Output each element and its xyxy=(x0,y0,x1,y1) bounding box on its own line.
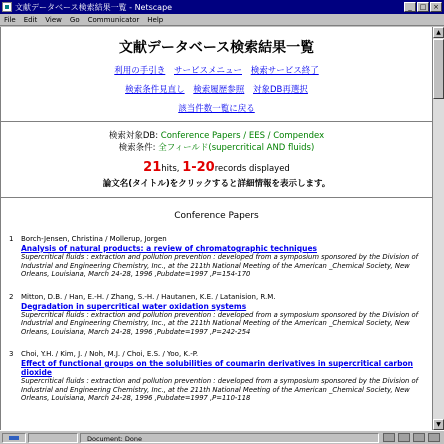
back-to-counts-link[interactable]: 該当件数一覧に戻る xyxy=(178,104,255,114)
nav-row-1 xyxy=(1,64,432,76)
db-label: 検索対象DB: xyxy=(108,131,159,141)
condition-label: 検索条件: xyxy=(118,143,156,153)
record-authors: Choi, Y.H. / Kim, J. / Noh, M.J. / Choi, E.S. / Yoo, K.-P. xyxy=(21,350,199,358)
menu-help[interactable]: Help xyxy=(147,15,164,24)
list-item xyxy=(9,293,429,337)
menu-file[interactable]: File xyxy=(4,15,16,24)
list-item xyxy=(9,235,429,279)
menu-edit[interactable]: Edit xyxy=(23,15,38,24)
window-controls xyxy=(404,2,442,12)
end-service-link[interactable]: 検索サービス終了 xyxy=(250,66,319,76)
close-button[interactable]: × xyxy=(430,2,442,12)
vertical-scrollbar[interactable] xyxy=(432,27,444,430)
mail-icon[interactable] xyxy=(398,433,410,442)
section-title: Conference Papers xyxy=(174,211,259,221)
list-item xyxy=(9,350,429,403)
page-content xyxy=(0,27,432,430)
service-menu-link[interactable]: サービスメニュー xyxy=(173,66,242,76)
netscape-app-icon[interactable] xyxy=(2,2,12,12)
minimize-button[interactable]: _ xyxy=(404,2,416,12)
component-tray xyxy=(383,433,440,442)
menu-communicator[interactable]: Communicator xyxy=(87,15,140,24)
nav-row-2 xyxy=(1,83,432,95)
menu-go[interactable]: Go xyxy=(69,15,80,24)
record-range-label: records displayed xyxy=(214,164,290,174)
window-titlebar xyxy=(0,0,444,14)
instruction-text: 論文名(タイトル)をクリックすると詳細情報を表示します。 xyxy=(102,179,331,189)
security-icon[interactable] xyxy=(2,433,26,443)
scroll-down-arrow-icon[interactable]: ▼ xyxy=(433,419,444,430)
page-title: 文献データベース検索結果一覧 xyxy=(118,40,315,56)
search-history-link[interactable]: 検索履歴参照 xyxy=(193,85,245,95)
condition-value: 全フィールド(supercritical AND fluids) xyxy=(158,143,315,153)
hit-summary xyxy=(1,160,432,175)
hit-label: hits, xyxy=(161,164,180,174)
composer-icon[interactable] xyxy=(428,433,440,442)
record-title-link[interactable]: Analysis of natural products: a review of chromatographic techniques xyxy=(21,244,318,253)
record-source: Supercritical fluids : extraction and pollution prevention : developed from a symposium sponsored by the Division of Industrial and Engineering Chemistry, Inc., at the 211th National Meeting of the American _Chemical Society, New Orleans, Louisiana, March 24-28, 1996 ,Pubdate=1997 ,P=110-118 xyxy=(21,377,419,402)
record-authors: Mitton, D.B. / Han, E.-H. / Zhang, S.-H. / Hautanen, K.E. / Latanision, R.M. xyxy=(21,292,276,301)
nav-row-3 xyxy=(1,102,432,114)
record-number: 3 xyxy=(9,350,14,358)
guide-link[interactable]: 利用の手引き xyxy=(114,66,166,76)
record-source: Supercritical fluids : extraction and pollution prevention : developed from a symposium sponsored by the Division of Industrial and Engineering Chemistry, Inc., at the 211th National Meeting of the American _Chemical Society, New Orleans, Louisiana, March 24-28, 1996 ,Pubdate=1997 ,P=242-254 xyxy=(21,310,419,336)
menu-view[interactable]: View xyxy=(45,15,62,24)
reselect-db-link[interactable]: 対象DB再選択 xyxy=(253,85,308,95)
menu-bar xyxy=(0,14,444,26)
record-range: 1-20 xyxy=(182,160,215,175)
scroll-up-arrow-icon[interactable]: ▲ xyxy=(433,27,444,38)
record-number: 2 xyxy=(9,292,14,301)
divider xyxy=(1,197,432,199)
status-bar xyxy=(0,430,444,444)
record-source: Supercritical fluids : extraction and pollution prevention : developed from a symposium sponsored by the Division of Industrial and Engineering Chemistry, Inc., at the 211th National Meeting of the American _Chemical Society, New Orleans, Louisiana, March 24-28, 1996 ,Pubdate=1997 ,P=154-170 xyxy=(21,253,419,278)
record-number: 1 xyxy=(9,235,14,243)
record-title-link[interactable]: Effect of functional groups on the solubilities of coumarin derivatives in supercritical carbon dioxide xyxy=(21,359,413,377)
review-conditions-link[interactable]: 検索条件見直し xyxy=(125,85,185,95)
db-value: Conference Papers / EES / Compendex xyxy=(160,131,325,141)
record-authors: Borch-Jensen, Christina / Mollerup, Jorgen xyxy=(21,235,167,243)
maximize-button[interactable]: □ xyxy=(417,2,429,12)
scroll-thumb[interactable] xyxy=(433,39,444,99)
discussion-icon[interactable] xyxy=(413,433,425,442)
search-criteria xyxy=(1,130,432,154)
navigator-icon[interactable] xyxy=(383,433,395,442)
record-title-link[interactable]: Degradation in supercritical water oxidation systems xyxy=(21,301,247,311)
divider xyxy=(1,121,432,123)
window-title: 文献データベース検索結果一覧 - Netscape xyxy=(15,2,173,12)
status-text: Document: Done xyxy=(80,433,379,443)
hit-count: 21 xyxy=(143,160,162,175)
progress-indicator xyxy=(28,433,78,443)
